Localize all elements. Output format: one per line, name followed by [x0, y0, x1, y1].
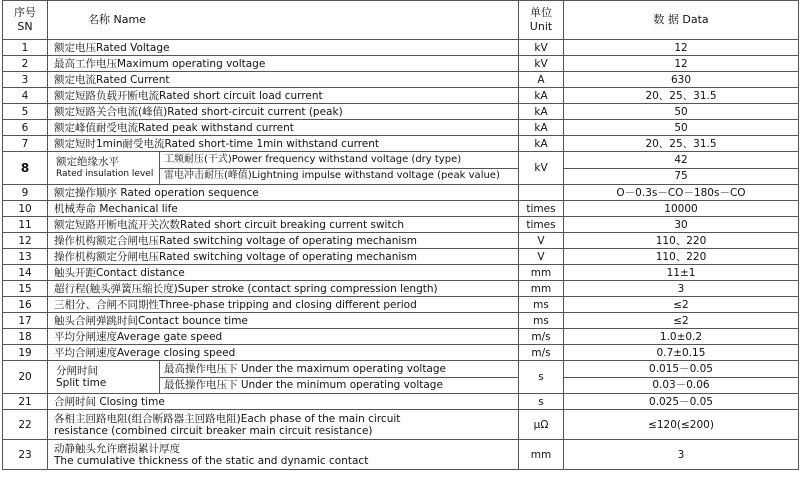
- row23-name-line2: The cumulative thickness of the static and dynamic contact: [54, 454, 369, 467]
- row23-name-line1: 动静触头允许磨损累计厚度: [54, 442, 180, 455]
- split-time-sub2: 最低操作电压下 Under the minimum operating voltage: [164, 379, 443, 392]
- row-sn: 18: [3, 329, 48, 345]
- row-unit: kA: [519, 104, 564, 120]
- row-name: 额定电压Rated Voltage: [48, 40, 519, 56]
- header-sn: 序号 SN: [3, 1, 48, 40]
- row-sn: 17: [3, 313, 48, 329]
- row-sn: 16: [3, 297, 48, 313]
- row-name: 额定短路开断电流开关次数Rated short circuit breaking current switch: [48, 217, 519, 233]
- row-unit: mm: [519, 281, 564, 297]
- table-row: [3, 281, 799, 297]
- row-data: ≤2: [564, 297, 799, 313]
- table-row: [3, 217, 799, 233]
- row-sn: 8: [3, 152, 48, 185]
- split-time-label: [50, 361, 160, 393]
- header-data: 数 据 Data: [564, 1, 799, 40]
- row-name: 触头合闸弹跳时间Contact bounce time: [48, 313, 519, 329]
- row-unit: s: [519, 394, 564, 410]
- split-time-label-cn: 分闸时间: [56, 365, 98, 377]
- row-sn: 13: [3, 249, 48, 265]
- table-row: [3, 440, 799, 470]
- row-name: [48, 410, 519, 440]
- row-name: 平均合闸速度Average closing speed: [48, 345, 519, 361]
- row-sn: 7: [3, 136, 48, 152]
- row-sn: 21: [3, 394, 48, 410]
- row-data: 42: [564, 152, 799, 169]
- row-sn: 12: [3, 233, 48, 249]
- row-sn: 11: [3, 217, 48, 233]
- table-row: [3, 104, 799, 120]
- table-row: [3, 88, 799, 104]
- table-row: [3, 152, 799, 169]
- row-data: 630: [564, 72, 799, 88]
- header-row: [3, 1, 799, 40]
- row-unit: kV: [519, 56, 564, 72]
- row-unit: kA: [519, 88, 564, 104]
- row-unit: μΩ: [519, 410, 564, 440]
- row-data: 11±1: [564, 265, 799, 281]
- row-unit: ms: [519, 297, 564, 313]
- row-unit: mm: [519, 440, 564, 470]
- row-name: 额定操作顺序 Rated operation sequence: [48, 185, 519, 201]
- row-sn: 1: [3, 40, 48, 56]
- row22-name-line2: resistance (combined circuit breaker main circuit resistance): [54, 424, 373, 437]
- row-name: 额定短时1min耐受电流Rated short-time 1min withstand current: [48, 136, 519, 152]
- row-name: 触头开距Contact distance: [48, 265, 519, 281]
- row-unit: times: [519, 217, 564, 233]
- row-data: 3: [564, 440, 799, 470]
- row-data: 110、220: [564, 249, 799, 265]
- table-row: [3, 345, 799, 361]
- row-data: 1.0±0.2: [564, 329, 799, 345]
- insulation-label: [50, 152, 160, 184]
- row-sn: 19: [3, 345, 48, 361]
- row-unit: ms: [519, 313, 564, 329]
- row-name: [48, 361, 519, 394]
- row-name: 三相分、合闸不同期性Three-phase tripping and closing different period: [48, 297, 519, 313]
- table-row: [3, 265, 799, 281]
- row-data: 12: [564, 56, 799, 72]
- row-name: 额定峰值耐受电流Rated peak withstand current: [48, 120, 519, 136]
- row-name: 超行程(触头弹簧压缩长度)Super stroke (contact spring compression length): [48, 281, 519, 297]
- row-name: 机械寿命 Mechanical life: [48, 201, 519, 217]
- header-name: 名称 Name: [48, 1, 519, 40]
- row-name: 最高工作电压Maximum operating voltage: [48, 56, 519, 72]
- table-row: [3, 313, 799, 329]
- row-name: 操作机构额定合闸电压Rated switching voltage of operating mechanism: [48, 233, 519, 249]
- insulation-subtable: [50, 152, 519, 184]
- row-name: 额定电流Rated Current: [48, 72, 519, 88]
- table-row: [3, 136, 799, 152]
- row-unit: kA: [519, 136, 564, 152]
- row-data: ≤120(≤200): [564, 410, 799, 440]
- table-row: [3, 249, 799, 265]
- row-data: 20、25、31.5: [564, 88, 799, 104]
- row-data: 0.7±0.15: [564, 345, 799, 361]
- table-row: [3, 410, 799, 440]
- row22-name-line1: 各相主回路电阻(组合断路器主回路电阻)Each phase of the main circuit: [54, 412, 401, 425]
- row-data: 75: [564, 168, 799, 185]
- table-row: [3, 56, 799, 72]
- row-sn: 6: [3, 120, 48, 136]
- header-unit: 单位 Unit: [519, 1, 564, 40]
- row-unit: [519, 185, 564, 201]
- row-unit: m/s: [519, 345, 564, 361]
- row-data: O－0.3s－CO－180s－CO: [564, 185, 799, 201]
- row-sn: 9: [3, 185, 48, 201]
- row-unit: V: [519, 233, 564, 249]
- insulation-label-en: Rated insulation level: [56, 169, 154, 179]
- row-unit: times: [519, 201, 564, 217]
- split-time-subtable: [50, 361, 519, 393]
- row-data: 110、220: [564, 233, 799, 249]
- table-row: [3, 72, 799, 88]
- row-data: 50: [564, 104, 799, 120]
- row-unit: A: [519, 72, 564, 88]
- table-row: [3, 233, 799, 249]
- table-row: [3, 120, 799, 136]
- row-sn: 10: [3, 201, 48, 217]
- row-data: 10000: [564, 201, 799, 217]
- row-name: 额定短路关合电流(峰值)Rated short-circuit current (peak): [48, 104, 519, 120]
- spec-table: [2, 0, 799, 470]
- row-name: 额定短路负载开断电流Rated short circuit load current: [48, 88, 519, 104]
- row-sn: 22: [3, 410, 48, 440]
- insulation-sub2: 雷电冲击耐压(峰值)Lightning impulse withstand voltage (peak value): [164, 170, 500, 182]
- insulation-sub1: 工频耐压(干式)Power frequency withstand voltage (dry type): [160, 152, 519, 168]
- table-row: [3, 185, 799, 201]
- row-unit: kV: [519, 152, 564, 185]
- row-data: 20、25、31.5: [564, 136, 799, 152]
- row-data: 0.015－0.05: [564, 361, 799, 378]
- row-unit: mm: [519, 265, 564, 281]
- row-name: [48, 440, 519, 470]
- row-sn: 2: [3, 56, 48, 72]
- row-unit: s: [519, 361, 564, 394]
- row-data: 0.025－0.05: [564, 394, 799, 410]
- row-data: 3: [564, 281, 799, 297]
- row-sn: 14: [3, 265, 48, 281]
- row-data: 12: [564, 40, 799, 56]
- row-sn: 20: [3, 361, 48, 394]
- row-data: 0.03－0.06: [564, 377, 799, 394]
- row-unit: V: [519, 249, 564, 265]
- row-sn: 4: [3, 88, 48, 104]
- row-data: 50: [564, 120, 799, 136]
- row-name: 操作机构额定分闸电压Rated switching voltage of operating mechanism: [48, 249, 519, 265]
- row-name: 合闸时间 Closing time: [48, 394, 519, 410]
- row-name: 平均分闸速度Average gate speed: [48, 329, 519, 345]
- row-data: 30: [564, 217, 799, 233]
- split-time-sub1: 最高操作电压下 Under the maximum operating voltage: [160, 361, 519, 377]
- table-row: [3, 361, 799, 378]
- row-unit: m/s: [519, 329, 564, 345]
- row-data: ≤2: [564, 313, 799, 329]
- row-sn: 5: [3, 104, 48, 120]
- row-name: [48, 152, 519, 185]
- table-row: [3, 329, 799, 345]
- table-row: [3, 201, 799, 217]
- row-sn: 3: [3, 72, 48, 88]
- row-unit: kV: [519, 40, 564, 56]
- table-row: [3, 297, 799, 313]
- row-sn: 15: [3, 281, 48, 297]
- insulation-label-cn: 额定绝缘水平: [56, 156, 119, 168]
- table-row: [3, 40, 799, 56]
- table-row: [3, 394, 799, 410]
- split-time-label-en: Split time: [56, 377, 107, 389]
- row-sn: 23: [3, 440, 48, 470]
- row-unit: kA: [519, 120, 564, 136]
